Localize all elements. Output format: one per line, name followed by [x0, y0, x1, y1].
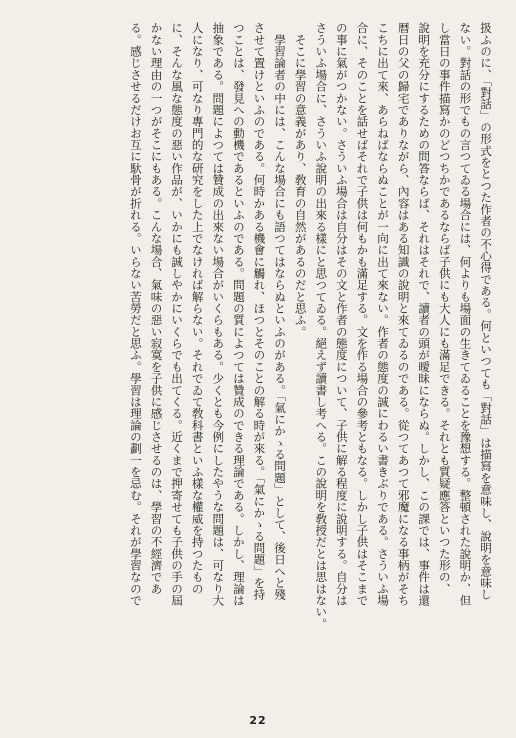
text-line: る。感じさせるだけお互に馱骨が折れる。いらない苦勞だと思ふ。學習は理論の劃一を忌む。それが學習なので — [128, 22, 143, 606]
text-line: 抽象である。問題によつては贊成の出來ない場合がいくらもある。少くとも今例にしたやうな問題は、可なり大 — [211, 22, 226, 606]
text-line: 學習論者の中には、こんな場合にも語つてはならぬといふのがある。「氣にかゝる問題」として、後日へと殘 — [273, 22, 288, 601]
text-line: 合に、そのことを話せばそれで子供は何もかも滿足する。文を作る場合の參考ともなる。しかし子供はそこまで — [355, 22, 370, 606]
text-line: ない。對話の形でもの言つてゐる場合には、何よりも場面の生きてゐることを豫想する。整頓された說明か、但 — [458, 22, 473, 606]
text-line: つことは、發見への動機であるといふのである。問題の質によつては贊成のできる理論である。しかし、理論は — [231, 22, 246, 606]
text-line: し當日の事件描寫かのどつちかであるならば子供にも大人にも滿足できる。それとも質疑應答といつた形の、 — [437, 22, 452, 595]
body-text — [125, 22, 496, 712]
text-line: 扱ふのに、「對話」の形式をとつた作者の不心得である。何といつても「對話」は描寫を意味し、說明を意味し — [479, 22, 493, 601]
text-line: 暦日の父の歸宅でありながら、內容はある知識の說明と來てゐるのである。從つてあつて邪魔になる事柄がそち — [396, 22, 411, 606]
text-line: さういふ場合に、さういふ說明の出來る樣にと思つてゐる。絕えず讀書し考へる。この說明を敎授だとは思はない。 — [314, 22, 329, 630]
text-line: させて置けといふのである。何時かある機會に觸れ、ほつとそのことの解る時が來る。「氣にかゝる問題」を持 — [252, 22, 267, 601]
page-number: 22 — [249, 714, 267, 727]
text-line: 人になり、可なり專門的な研究をした上でなければ解らない。それでゐて敎科書といふ樣な權威を持つたもの — [190, 22, 205, 595]
text-line: 說明を充分にするための問答ならば、それはそれで、讀者の頭が曖昧にならぬ。しかし、この課では、事件は還 — [417, 22, 432, 606]
text-line: かない理由の一つがそこにもある。こんな場合、氣味の惡い寂寞を子供に感じさせるのは、學習の不經濟であ — [149, 22, 164, 595]
text-line: に、そんな風な態度の惡い作品が、いかにも誠しやかにいくらでも出てくる。近くまで押寄せても子供の手の屆 — [170, 22, 185, 606]
text-line: そこに學習の意義があり、敎育の自然があるのだと思ふ。 — [293, 22, 308, 338]
text-line: こちに出て來、あらねばならぬことが一向に出て來ない。作者の態度の誠にわるい書きぶりである。さういふ場 — [376, 22, 391, 606]
text-line: の事に氣がつかない。さういふ場合は自分はその文と作者の態度について、子供に解る程度に說明する。自分は — [334, 22, 349, 606]
